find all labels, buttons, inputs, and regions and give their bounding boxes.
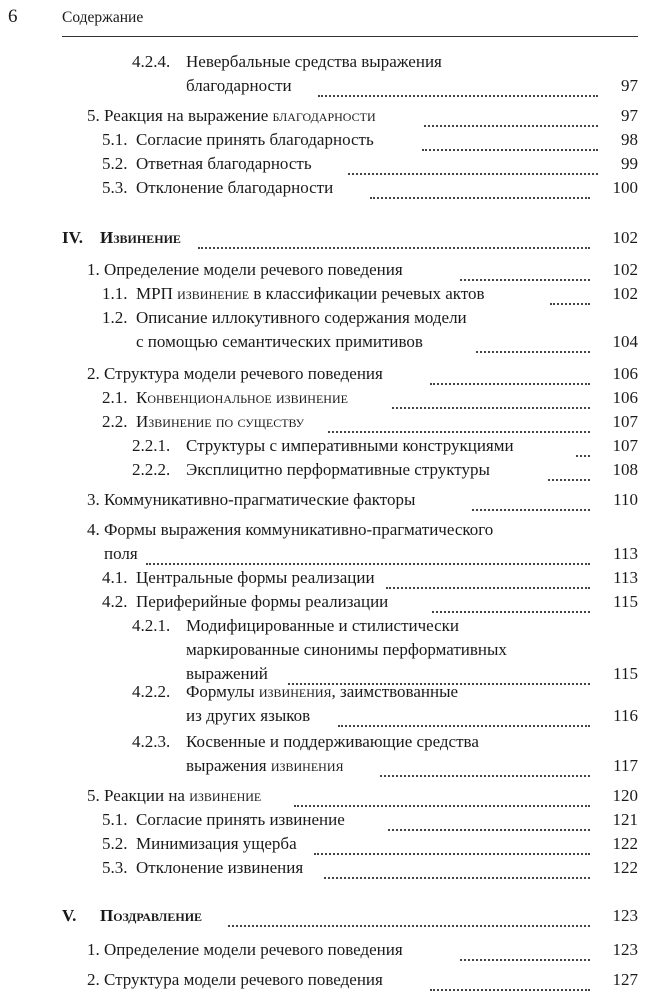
entry-page: 107	[612, 412, 638, 431]
entry-page: 102	[612, 228, 638, 247]
entry-number: 5.2.	[102, 154, 128, 173]
entry-number: 4.2.3.	[132, 732, 171, 751]
entry-title: Определение модели речевого поведения	[104, 940, 403, 959]
dot-leader	[430, 383, 590, 385]
entry-page: 104	[612, 332, 638, 351]
dot-leader	[380, 775, 590, 777]
entry-title: Коммуникативно-прагматические факторы	[104, 490, 416, 509]
entry-number: 5.3.	[102, 178, 128, 197]
entry-title-line2: выражения извинения	[186, 756, 344, 775]
entry-title-line1: Формы выражения коммуникативно-прагматического	[104, 520, 494, 539]
entry-title-line3: выражений	[186, 664, 268, 683]
chapter-title: Извинение	[100, 228, 181, 247]
dot-leader	[314, 853, 590, 855]
entry-title: Конвенциональное извинение	[136, 388, 348, 407]
entry-page: 116	[613, 706, 638, 725]
dot-leader	[294, 805, 590, 807]
dot-leader	[228, 925, 590, 927]
dot-leader	[460, 959, 590, 961]
entry-page: 115	[613, 664, 638, 683]
entry-title-line1: Формулы извинения, заимствованные	[186, 682, 459, 701]
entry-number: 3.	[87, 490, 100, 509]
entry-number: 4.2.	[102, 592, 128, 611]
entry-number: 5.2.	[102, 834, 128, 853]
entry-number: 4.1.	[102, 568, 128, 587]
entry-page: 120	[612, 786, 638, 805]
dot-leader	[548, 479, 590, 481]
entry-title: Реакция на выражение благодарности	[104, 106, 376, 125]
entry-page: 122	[612, 858, 638, 877]
entry-title-line1: Невербальные средства выражения	[186, 52, 442, 71]
entry-number: 2.	[87, 364, 100, 383]
entry-page: 115	[613, 592, 638, 611]
chapter-title: Поздравление	[100, 906, 203, 925]
dot-leader	[324, 877, 590, 879]
entry-title: Эксплицитно перформативные структуры	[186, 460, 490, 479]
entry-number: 2.1.	[102, 388, 128, 407]
dot-leader	[146, 563, 590, 565]
entry-page: 100	[612, 178, 638, 197]
dot-leader	[472, 509, 590, 511]
dot-leader	[460, 279, 590, 281]
dot-leader	[370, 197, 590, 199]
entry-number: 2.2.1.	[132, 436, 171, 455]
entry-title-line2: маркированные синонимы перформативных	[186, 640, 507, 659]
entry-title-line2: из других языков	[186, 706, 311, 725]
entry-title-line1: Модифицированные и стилистически	[186, 616, 460, 635]
entry-number: 4.2.4.	[132, 52, 171, 71]
dot-leader	[424, 125, 598, 127]
dot-leader	[392, 407, 590, 409]
entry-page: 113	[613, 544, 638, 563]
dot-leader	[198, 247, 590, 249]
entry-page: 121	[612, 810, 638, 829]
entry-number: 4.2.2.	[132, 682, 171, 701]
entry-title: Структура модели речевого поведения	[104, 970, 383, 989]
entry-title: Согласие принять извинение	[136, 810, 345, 829]
entry-page: 108	[612, 460, 638, 479]
entry-page: 127	[612, 970, 638, 989]
entry-number: 1.1.	[102, 284, 128, 303]
header-rule	[62, 36, 638, 37]
entry-title: Ответная благодарность	[136, 154, 312, 173]
entry-page: 113	[613, 568, 638, 587]
entry-title: Центральные формы реализации	[136, 568, 375, 587]
entry-page: 98	[621, 130, 638, 149]
dot-leader	[550, 303, 590, 305]
entry-title: Структуры с императивными конструкциями	[186, 436, 514, 455]
entry-title: Структура модели речевого поведения	[104, 364, 383, 383]
entry-page: 106	[612, 388, 638, 407]
entry-number: 2.	[87, 970, 100, 989]
dot-leader	[476, 351, 590, 353]
dot-leader	[338, 725, 590, 727]
entry-number: 5.1.	[102, 130, 128, 149]
entry-page: 123	[612, 940, 638, 959]
dot-leader	[432, 611, 590, 613]
entry-title: МРП извинение в классификации речевых актов	[136, 284, 485, 303]
entry-title: Периферийные формы реализации	[136, 592, 389, 611]
dot-leader	[576, 455, 590, 457]
dot-leader	[422, 149, 598, 151]
entry-page: 97	[621, 76, 638, 95]
entry-title: Отклонение извинения	[136, 858, 304, 877]
entry-title-line2: благодарности	[186, 76, 292, 95]
entry-page: 117	[613, 756, 638, 775]
entry-page: 122	[612, 834, 638, 853]
dot-leader	[386, 587, 590, 589]
dot-leader	[430, 989, 590, 991]
entry-page: 123	[612, 906, 638, 925]
entry-number: 1.	[87, 260, 100, 279]
dot-leader	[348, 173, 598, 175]
entry-number: 1.	[87, 940, 100, 959]
entry-number: 5.	[87, 786, 100, 805]
entry-page: 102	[612, 260, 638, 279]
entry-number: 1.2.	[102, 308, 128, 327]
entry-title-line1: Косвенные и поддерживающие средства	[186, 732, 479, 751]
entry-title: Определение модели речевого поведения	[104, 260, 403, 279]
dot-leader	[388, 829, 590, 831]
entry-number: 2.2.2.	[132, 460, 171, 479]
entry-number: 5.3.	[102, 858, 128, 877]
entry-number: 5.1.	[102, 810, 128, 829]
entry-number: 4.	[87, 520, 100, 539]
page-number: 6	[8, 6, 18, 27]
entry-title: Минимизация ущерба	[136, 834, 297, 853]
dot-leader	[318, 95, 598, 97]
entry-page: 110	[613, 490, 638, 509]
entry-page: 102	[612, 284, 638, 303]
chapter-number: IV.	[62, 228, 83, 247]
entry-number: 5.	[87, 106, 100, 125]
entry-title: Реакции на извинение	[104, 786, 262, 805]
entry-page: 107	[612, 436, 638, 455]
entry-title: Извинение по существу	[136, 412, 305, 431]
entry-page: 97	[621, 106, 638, 125]
entry-title: Согласие принять благодарность	[136, 130, 374, 149]
entry-page: 106	[612, 364, 638, 383]
entry-title-line2: с помощью семантических примитивов	[136, 332, 423, 351]
entry-page: 99	[621, 154, 638, 173]
dot-leader	[328, 431, 590, 433]
entry-title-line2: поля	[104, 544, 138, 563]
entry-title-line1: Описание иллокутивного содержания модели	[136, 308, 467, 327]
running-title: Содержание	[62, 9, 144, 26]
chapter-number: V.	[62, 906, 77, 925]
entry-number: 2.2.	[102, 412, 128, 431]
entry-number: 4.2.1.	[132, 616, 171, 635]
entry-title: Отклонение благодарности	[136, 178, 334, 197]
